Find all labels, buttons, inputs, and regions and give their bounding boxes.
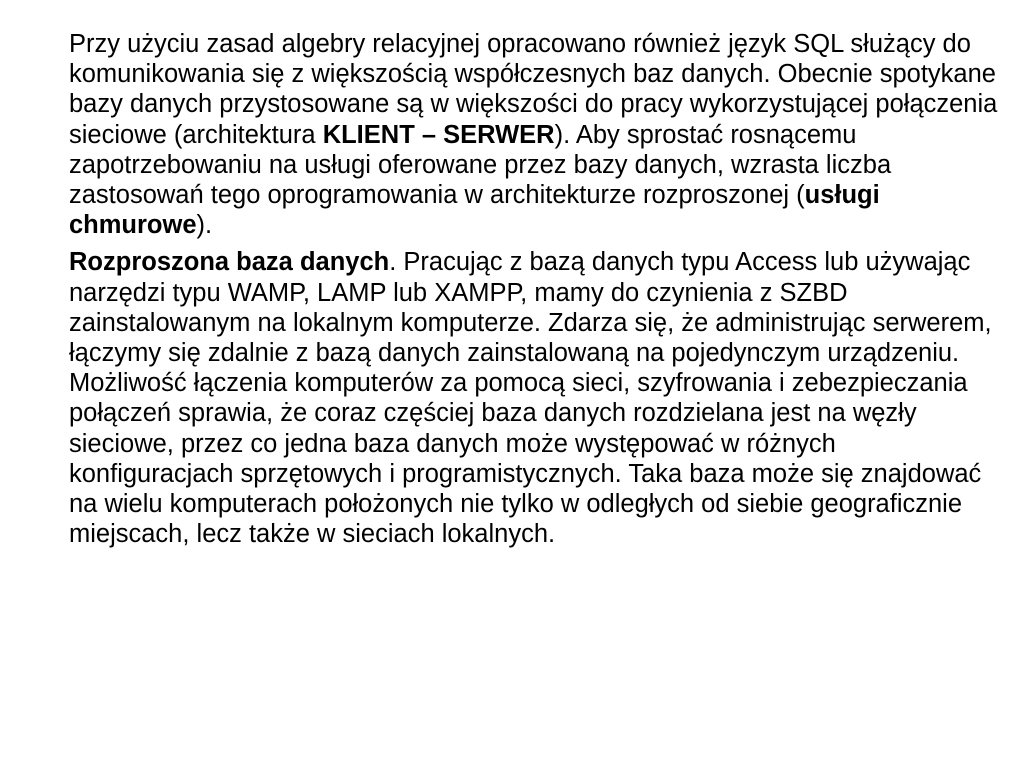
cloud-services-term: usługi chmurowe [69, 181, 880, 240]
paragraph1-text-part1: Przy użyciu zasad algebry relacyjnej opracowano również język SQL służący do komunikowania się z większością współczesnych baz danych. Obecnie spotykane bazy danych przystosowane są w większości do pracy wykorzystującej połączenia sieciowe (architektura [69, 30, 998, 149]
paragraph-sql-architecture [69, 29, 1001, 240]
slide-content [69, 29, 1001, 556]
paragraph1-text-part3: ). [196, 211, 213, 240]
paragraph2-text: . Pracując z bazą danych typu Access lub używając narzędzi typu WAMP, LAMP lub XAMPP, mamy do czynienia z SZBD zainstalowanym na lokalnym komputerze. Zdarza się, że administrując serwerem, łączymy się zdalnie z bazą danych zainstalowaną na pojedynczym urządzeniu. Możliwość łączenia komputerów za pomocą sieci, szyfrowania i zebezpieczania połączeń sprawia, że coraz częściej baza danych rozdzielana jest na węzły sieciowe, przez co jedna baza danych może występować w różnych konfiguracjach sprzętowych i programistycznych. Taka baza może się znajdować na wielu komputerach położonych nie tylko w odległych od siebie geograficznie miejscach, lecz także w sieciach lokalnych. [69, 248, 992, 549]
paragraph1-text-part2: ). Aby sprostać rosnącemu zapotrzebowaniu na usługi oferowane przez bazy danych, wzrasta liczba zastosowań tego oprogramowania w architekturze rozproszonej ( [69, 120, 892, 210]
client-server-term: KLIENT – SERWER [322, 120, 555, 149]
paragraph-distributed-database [69, 247, 1001, 549]
distributed-database-heading: Rozproszona baza danych [69, 248, 390, 277]
